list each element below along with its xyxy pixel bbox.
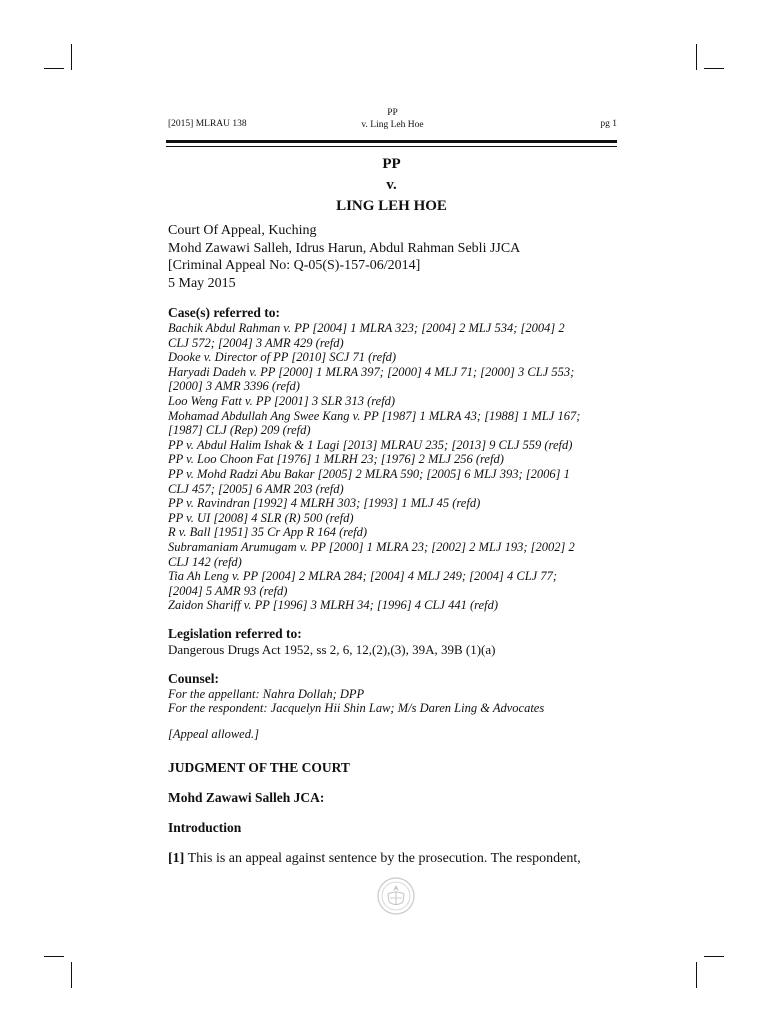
- case-title-line3: LING LEH HOE: [336, 198, 447, 214]
- case-line: R v. Ball [1951] 35 Cr App R 164 (refd): [168, 525, 368, 540]
- case-line: PP v. Mohd Radzi Abu Bakar [2005] 2 MLRA 590; [2005] 6 MLJ 393; [2006] 1: [168, 466, 570, 481]
- crop-mark-top-right-vertical: [696, 44, 697, 70]
- case-line: PP v. Abdul Halim Ishak & 1 Lagi [2013] MLRAU 235; [2013] 9 CLJ 559 (refd): [168, 437, 573, 452]
- case-line: PP v. Loo Choon Fat [1976] 1 MLRH 23; [1976] 2 MLJ 256 (refd): [168, 452, 504, 467]
- appeal-number: [Criminal Appeal No: Q-05(S)-157-06/2014]: [168, 258, 421, 273]
- crop-mark-top-left-vertical: [71, 44, 72, 70]
- running-header: [168, 107, 617, 133]
- case-line: Subramaniam Arumugam v. PP [2000] 1 MLRA 23; [2002] 2 MLJ 193; [2002] 2: [168, 539, 575, 554]
- case-line: PP v. Ravindran [1992] 4 MLRH 303; [1993] 1 MLJ 45 (refd): [168, 496, 481, 511]
- paragraph-number: [1]: [168, 851, 185, 867]
- case-line: Loo Weng Fatt v. PP [2001] 3 SLR 313 (refd): [168, 393, 396, 408]
- crop-mark-bottom-right-horizontal: [704, 956, 724, 957]
- header-citation: [2015] MLRAU 138: [168, 119, 247, 129]
- publisher-seal-icon: [376, 876, 416, 916]
- crop-mark-bottom-left-horizontal: [44, 956, 64, 957]
- counsel-heading: Counsel:: [168, 670, 220, 686]
- case-line: [2000] 3 AMR 3396 (refd): [168, 379, 300, 394]
- case-title: [166, 154, 617, 217]
- paragraph-1: [168, 850, 620, 867]
- case-title-line2: v.: [386, 177, 397, 193]
- case-line: CLJ 457; [2005] 6 AMR 203 (refd): [168, 481, 344, 496]
- case-line: Mohamad Abdullah Ang Swee Kang v. PP [1987] 1 MLRA 43; [1988] 1 MLJ 167;: [168, 408, 581, 423]
- case-line: Dooke v. Director of PP [2010] SCJ 71 (refd): [168, 350, 397, 365]
- case-line: CLJ 572; [2004] 3 AMR 429 (refd): [168, 335, 344, 350]
- case-line: Zaidon Shariff v. PP [1996] 3 MLRH 34; [1996] 4 CLJ 441 (refd): [168, 598, 498, 613]
- legislation-heading: Legislation referred to:: [168, 625, 302, 641]
- judge-name: Mohd Zawawi Salleh JCA:: [168, 790, 325, 806]
- court-judges: Mohd Zawawi Salleh, Idrus Harun, Abdul Rahman Sebli JJCA: [168, 240, 521, 256]
- header-parties-line2: v. Ling Leh Hoe: [361, 120, 424, 130]
- header-parties: [168, 107, 617, 131]
- header-rule-thick: [166, 140, 617, 143]
- case-line: Bachik Abdul Rahman v. PP [2004] 1 MLRA 323; [2004] 2 MLJ 534; [2004] 2: [168, 321, 565, 335]
- header-rule-thin: [166, 146, 617, 147]
- judgment-heading: JUDGMENT OF THE COURT: [168, 760, 350, 776]
- case-line: [1987] CLJ (Rep) 209 (refd): [168, 423, 311, 438]
- header-page-number: pg 1: [600, 119, 617, 129]
- court-info: [168, 222, 620, 292]
- counsel-respondent: For the respondent: Jacquelyn Hii Shin Law; M/s Daren Ling & Advocates: [168, 701, 545, 716]
- crop-mark-top-right-horizontal: [704, 68, 724, 69]
- case-line: PP v. UI [2008] 4 SLR (R) 500 (refd): [168, 510, 354, 525]
- introduction-heading: Introduction: [168, 820, 242, 836]
- case-title-line1: PP: [382, 156, 401, 172]
- counsel-list: [168, 687, 620, 716]
- case-line: [2004] 5 AMR 93 (refd): [168, 583, 288, 598]
- header-parties-line1: PP: [387, 108, 398, 118]
- crop-mark-bottom-right-vertical: [696, 962, 697, 988]
- appeal-outcome: [Appeal allowed.]: [168, 727, 259, 742]
- cases-heading: Case(s) referred to:: [168, 305, 280, 320]
- counsel-appellant: For the appellant: Nahra Dollah; DPP: [168, 686, 365, 701]
- crop-mark-top-left-horizontal: [44, 68, 64, 69]
- case-line: Haryadi Dadeh v. PP [2000] 1 MLRA 397; [2000] 4 MLJ 71; [2000] 3 CLJ 553;: [168, 364, 575, 379]
- case-line: Tia Ah Leng v. PP [2004] 2 MLRA 284; [2004] 4 MLJ 249; [2004] 4 CLJ 77;: [168, 569, 558, 584]
- legislation-text: Dangerous Drugs Act 1952, ss 2, 6, 12,(2),(3), 39A, 39B (1)(a): [168, 641, 496, 657]
- document-body: [168, 222, 620, 867]
- crop-mark-bottom-left-vertical: [71, 962, 72, 988]
- case-line: CLJ 142 (refd): [168, 554, 242, 569]
- paragraph-text: This is an appeal against sentence by the prosecution. The respondent,: [184, 851, 581, 867]
- court-name: Court Of Appeal, Kuching: [168, 223, 317, 238]
- decision-date: 5 May 2015: [168, 275, 236, 291]
- cases-list: [168, 321, 620, 613]
